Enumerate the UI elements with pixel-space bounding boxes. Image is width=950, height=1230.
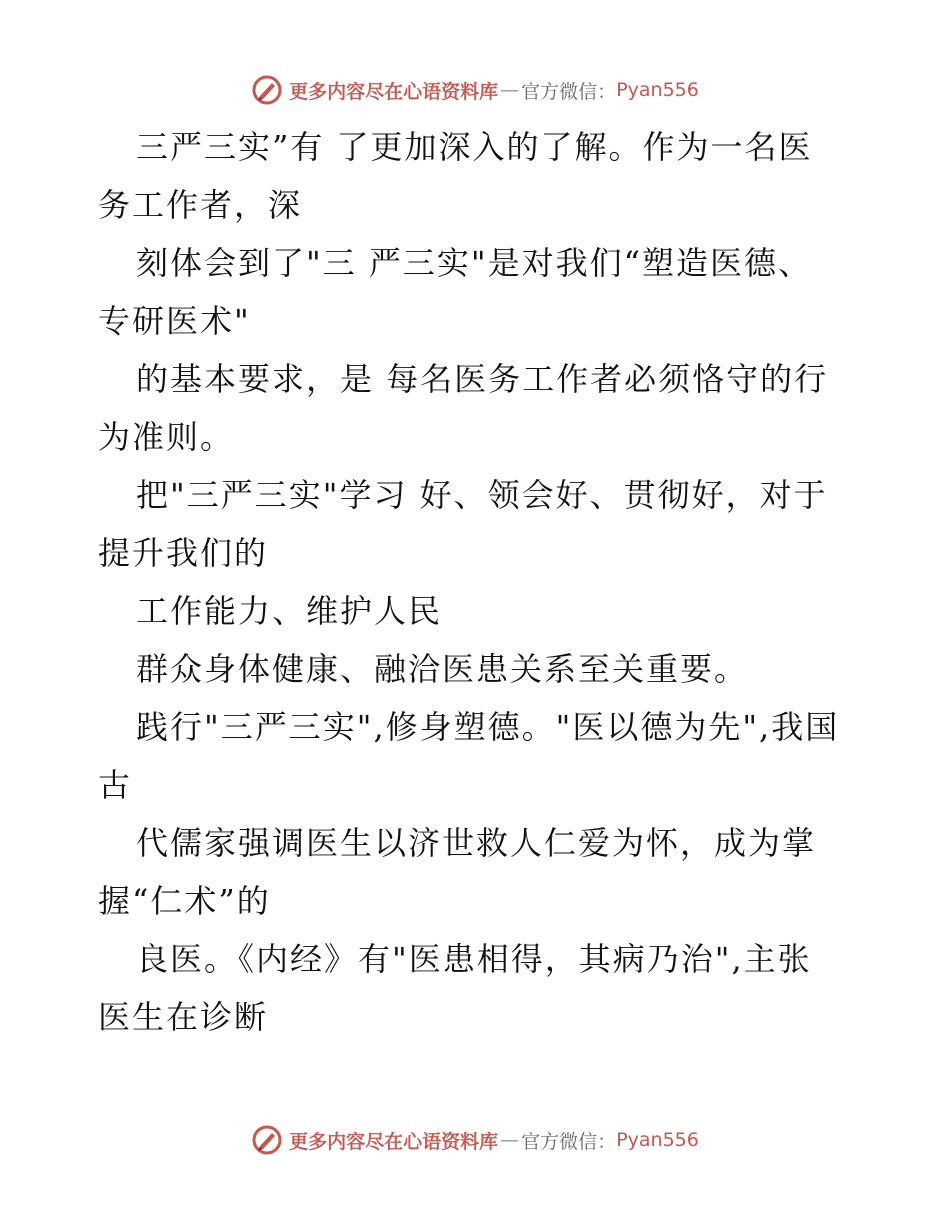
- body-line: 践行"三严三实",修身塑德。"医以德为先",我国: [136, 708, 840, 746]
- body-line: 把"三严三实"学习 好、领会好、贯彻好，对于: [136, 476, 828, 514]
- body-line: 群众身体健康、融洽医患关系至关重要。: [136, 650, 749, 688]
- banner-wechat-handle: Pyan556: [616, 79, 699, 101]
- banner-separator: —: [500, 1129, 520, 1151]
- body-line: 的基本要求，是 每名医务工作者必须恪守的行: [136, 360, 829, 398]
- body-line: 良医。《内经》有"医患相得，其病乃治",主张: [136, 940, 812, 978]
- banner-contact-label: 官方微信：: [521, 80, 617, 103]
- body-line: 三严三实”有 了更加深入的了解。作为一名医: [136, 128, 813, 166]
- body-line: 务工作者，深: [98, 186, 303, 224]
- body-line: 为准则。: [98, 418, 235, 456]
- body-line: 握“仁术”的: [98, 882, 271, 920]
- body-line: 医生在诊断: [98, 998, 269, 1036]
- pen-logo-icon: [251, 1124, 283, 1156]
- body-line: 工作能力、维护人民: [136, 592, 443, 630]
- body-line: 代儒家强调医生以济世救人仁爱为怀，成为掌: [136, 824, 817, 862]
- banner-contact-label: 官方微信：: [521, 1130, 617, 1153]
- banner-separator: —: [500, 79, 520, 101]
- document-body: [98, 118, 858, 1046]
- banner-brand-text: 更多内容尽在心语资料库: [289, 80, 499, 103]
- body-line: 专研医术": [98, 302, 251, 340]
- pen-logo-icon: [251, 74, 283, 106]
- body-line: 提升我们的: [98, 534, 269, 572]
- body-line: 古: [98, 766, 133, 804]
- banner-brand-text: 更多内容尽在心语资料库: [289, 1130, 499, 1153]
- body-line: 刻体会到了"三 严三实"是对我们“塑造医德、: [136, 244, 812, 282]
- banner-wechat-handle: Pyan556: [616, 1129, 699, 1151]
- footer-banner: [0, 1120, 950, 1160]
- header-banner: [0, 70, 950, 110]
